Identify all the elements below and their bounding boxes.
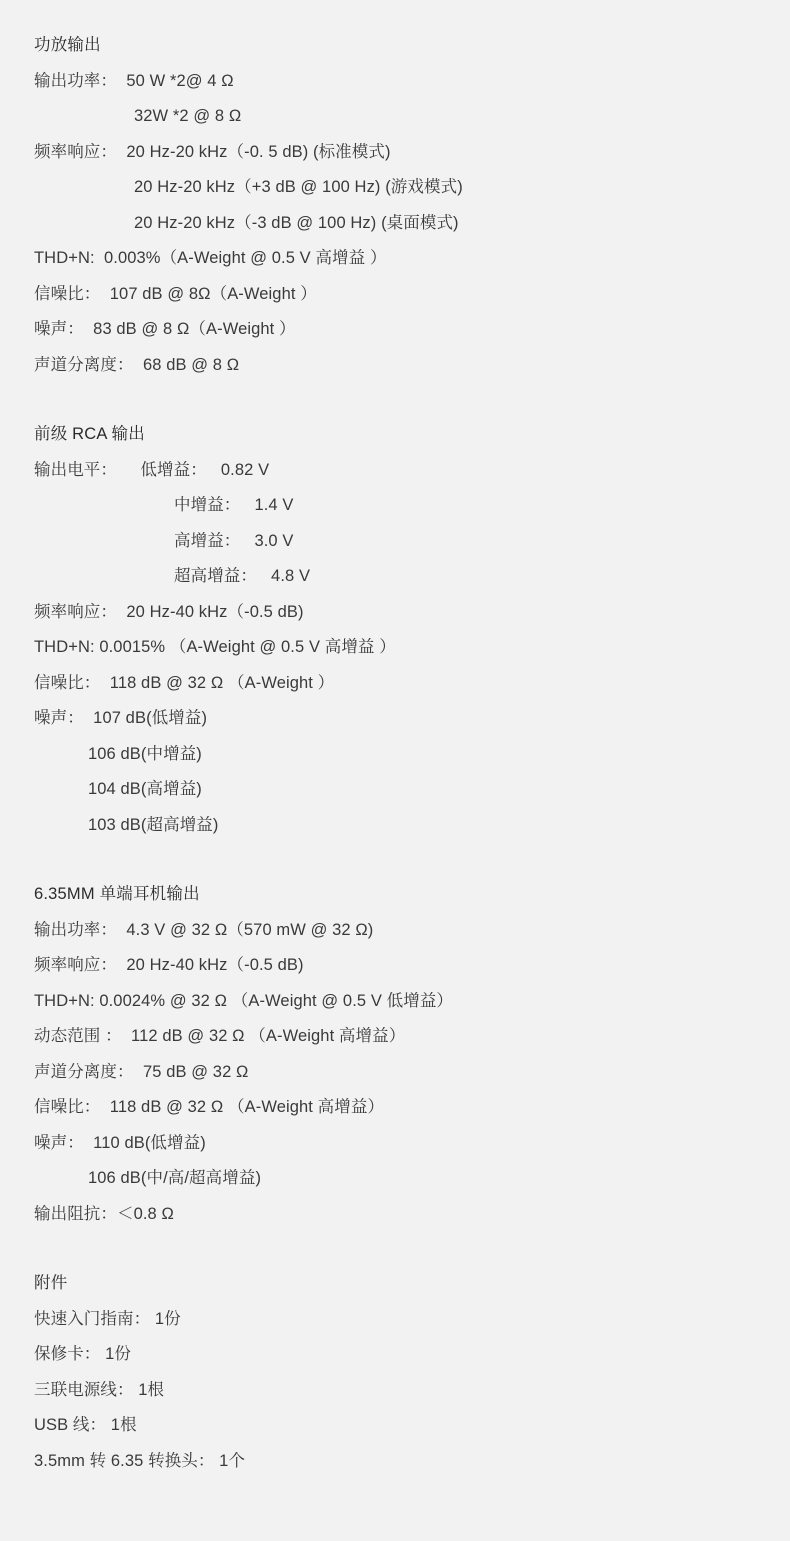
spec-line: 频率响应： 20 Hz-40 kHz（-0.5 dB) bbox=[34, 602, 304, 621]
spec-line: 噪声： 107 dB(低增益) bbox=[34, 709, 208, 727]
section-title: 附件 bbox=[34, 1274, 68, 1292]
section-title: 功放输出 bbox=[34, 36, 101, 54]
spec-line: 104 dB(高增益) bbox=[88, 780, 202, 798]
spec-line: 噪声： 83 dB @ 8 Ω（A-Weight ） bbox=[34, 320, 296, 338]
spec-line: 信噪比： 118 dB @ 32 Ω （A-Weight ） bbox=[34, 673, 335, 692]
spec-line: 保修卡： 1份 bbox=[34, 1345, 131, 1363]
spec-section-preamp-rca-output bbox=[34, 417, 756, 843]
spec-line: 超高增益： 4.8 V bbox=[174, 567, 311, 585]
spec-line: 输出电平： 低增益： 0.82 V bbox=[34, 460, 270, 479]
spec-line: 信噪比： 107 dB @ 8Ω（A-Weight ） bbox=[34, 284, 317, 303]
spec-line: 动态范围 ： 112 dB @ 32 Ω （A-Weight 高增益） bbox=[34, 1027, 406, 1045]
spec-line: THD+N: 0.003%（A-Weight @ 0.5 V 高增益 ） bbox=[34, 249, 387, 267]
spec-section-accessories bbox=[34, 1266, 756, 1479]
spec-line: 3.5mm 转 6.35 转换头： 1个 bbox=[34, 1451, 246, 1470]
spec-line: THD+N: 0.0015% （A-Weight @ 0.5 V 高增益 ） bbox=[34, 638, 396, 656]
spec-line: 频率响应： 20 Hz-20 kHz（-0. 5 dB) (标准模式) bbox=[34, 142, 391, 161]
spec-section-power-amp-output bbox=[34, 28, 756, 383]
spec-line: 20 Hz-20 kHz（-3 dB @ 100 Hz) (桌面模式) bbox=[134, 213, 459, 232]
spec-line: 信噪比： 118 dB @ 32 Ω （A-Weight 高增益） bbox=[34, 1098, 385, 1116]
spec-line: 32W *2 @ 8 Ω bbox=[134, 107, 242, 125]
spec-line: 快速入门指南： 1份 bbox=[34, 1309, 181, 1328]
spec-line: THD+N: 0.0024% @ 32 Ω （A-Weight @ 0.5 V 低增益） bbox=[34, 991, 454, 1010]
spec-line: 声道分离度： 75 dB @ 32 Ω bbox=[34, 1062, 249, 1081]
spec-line: 20 Hz-20 kHz（+3 dB @ 100 Hz) (游戏模式) bbox=[134, 178, 463, 196]
spec-line: 高增益： 3.0 V bbox=[174, 531, 294, 550]
spec-line: 106 dB(中增益) bbox=[88, 744, 202, 763]
spec-line: 输出功率： 4.3 V @ 32 Ω（570 mW @ 32 Ω) bbox=[34, 920, 374, 939]
spec-line: USB 线： 1根 bbox=[34, 1416, 137, 1434]
spec-line: 输出阻抗：＜0.8 Ω bbox=[34, 1204, 174, 1223]
spec-line: 三联电源线： 1根 bbox=[34, 1380, 165, 1399]
spec-line: 输出功率： 50 W *2@ 4 Ω bbox=[34, 71, 234, 90]
spec-section-single-ended-headphone-output bbox=[34, 877, 756, 1232]
spec-line: 106 dB(中/高/超高增益) bbox=[88, 1169, 262, 1187]
spec-line: 中增益： 1.4 V bbox=[174, 496, 294, 514]
spec-line: 频率响应： 20 Hz-40 kHz（-0.5 dB) bbox=[34, 956, 304, 974]
spec-sections bbox=[34, 28, 756, 1479]
section-title: 6.35MM 单端耳机输出 bbox=[34, 885, 200, 903]
spec-line: 103 dB(超高增益) bbox=[88, 815, 219, 834]
spec-line: 声道分离度： 68 dB @ 8 Ω bbox=[34, 355, 240, 374]
spec-line: 噪声： 110 dB(低增益) bbox=[34, 1133, 206, 1152]
section-title: 前级 RCA 输出 bbox=[34, 425, 145, 443]
